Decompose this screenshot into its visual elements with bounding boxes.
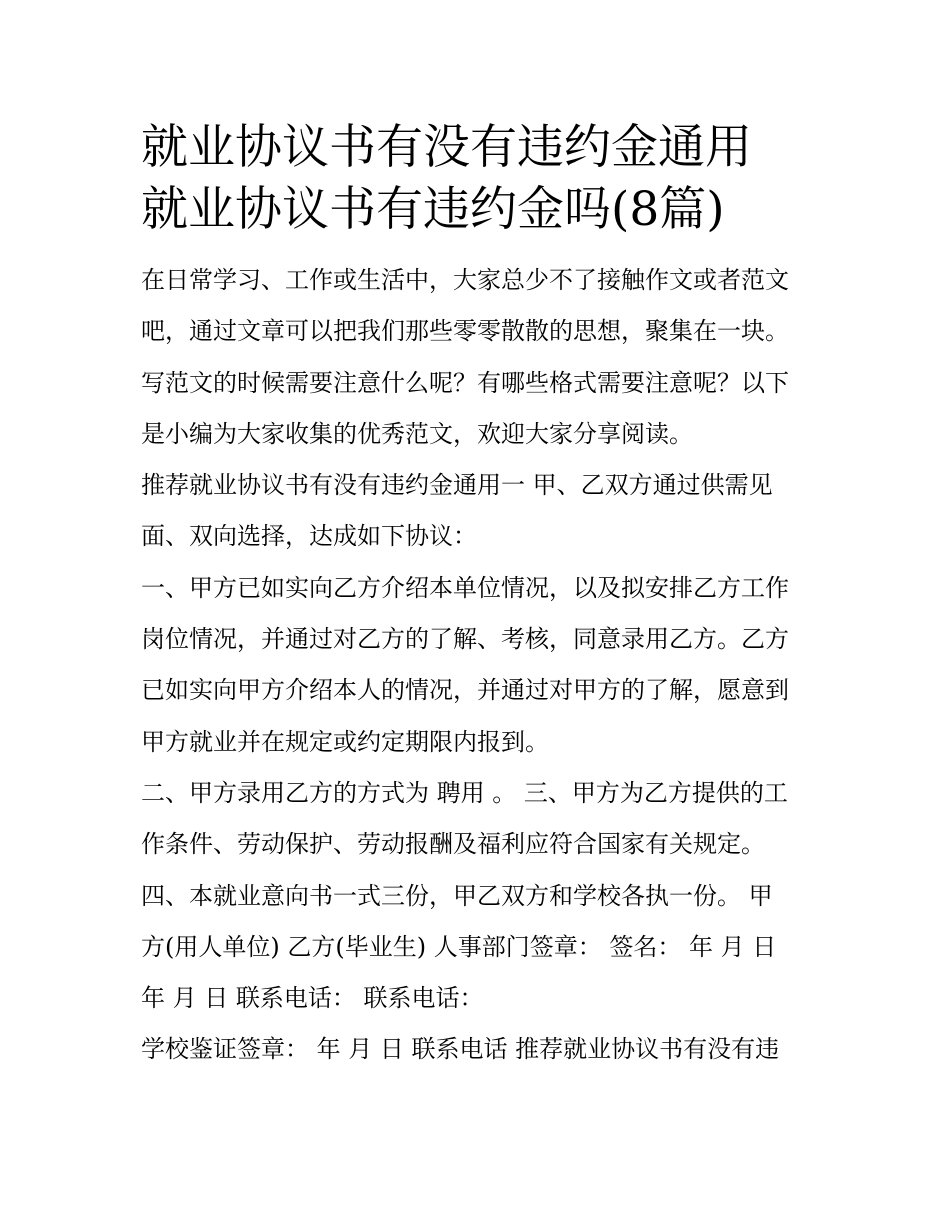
- body-line: 一、甲方已如实向乙方介绍本单位情况，以及拟安排乙方工作: [141, 573, 789, 602]
- document-body: [141, 255, 821, 1076]
- body-line: 岗位情况，并通过对乙方的了解、考核，同意录用乙方。乙方: [141, 625, 789, 654]
- body-line: 作条件、劳动保护、劳动报酬及福利应符合国家有关规定。: [141, 830, 765, 859]
- title-line-1: 就业协议书有没有违约金通用: [141, 120, 752, 175]
- body-line: 二、甲方录用乙方的方式为 聘用 。 三、甲方为乙方提供的工: [141, 778, 788, 807]
- body-line: 年 月 日 联系电话： 联系电话：: [141, 984, 484, 1013]
- document-title: [141, 117, 821, 241]
- body-line: 已如实向甲方介绍本人的情况，并通过对甲方的了解，愿意到: [141, 676, 789, 705]
- document-content: [141, 117, 821, 1076]
- body-line: 吧，通过文章可以把我们那些零零散散的思想，聚集在一块。: [141, 317, 789, 346]
- body-line: 方(用人单位) 乙方(毕业生) 人事部门签章： 签名： 年 月 日: [141, 932, 777, 961]
- body-line: 学校鉴证签章： 年 月 日 联系电话 推荐就业协议书有没有违: [141, 1035, 780, 1064]
- body-line: 在日常学习、工作或生活中，大家总少不了接触作文或者范文: [141, 266, 789, 294]
- body-line: 四、本就业意向书一式三份，甲乙双方和学校各执一份。 甲: [141, 881, 773, 910]
- body-line: 写范文的时候需要注意什么呢？有哪些格式需要注意呢？以下: [141, 368, 789, 397]
- body-line: 是小编为大家收集的优秀范文，欢迎大家分享阅读。: [141, 419, 693, 448]
- body-line: 面、双向选择，达成如下协议：: [141, 522, 477, 551]
- body-line: 推荐就业协议书有没有违约金通用一 甲、乙双方通过供需见: [141, 471, 773, 500]
- body-line: 甲方就业并在规定或约定期限内报到。: [141, 727, 549, 756]
- title-line-2: 就业协议书有违约金吗(8篇): [141, 182, 725, 237]
